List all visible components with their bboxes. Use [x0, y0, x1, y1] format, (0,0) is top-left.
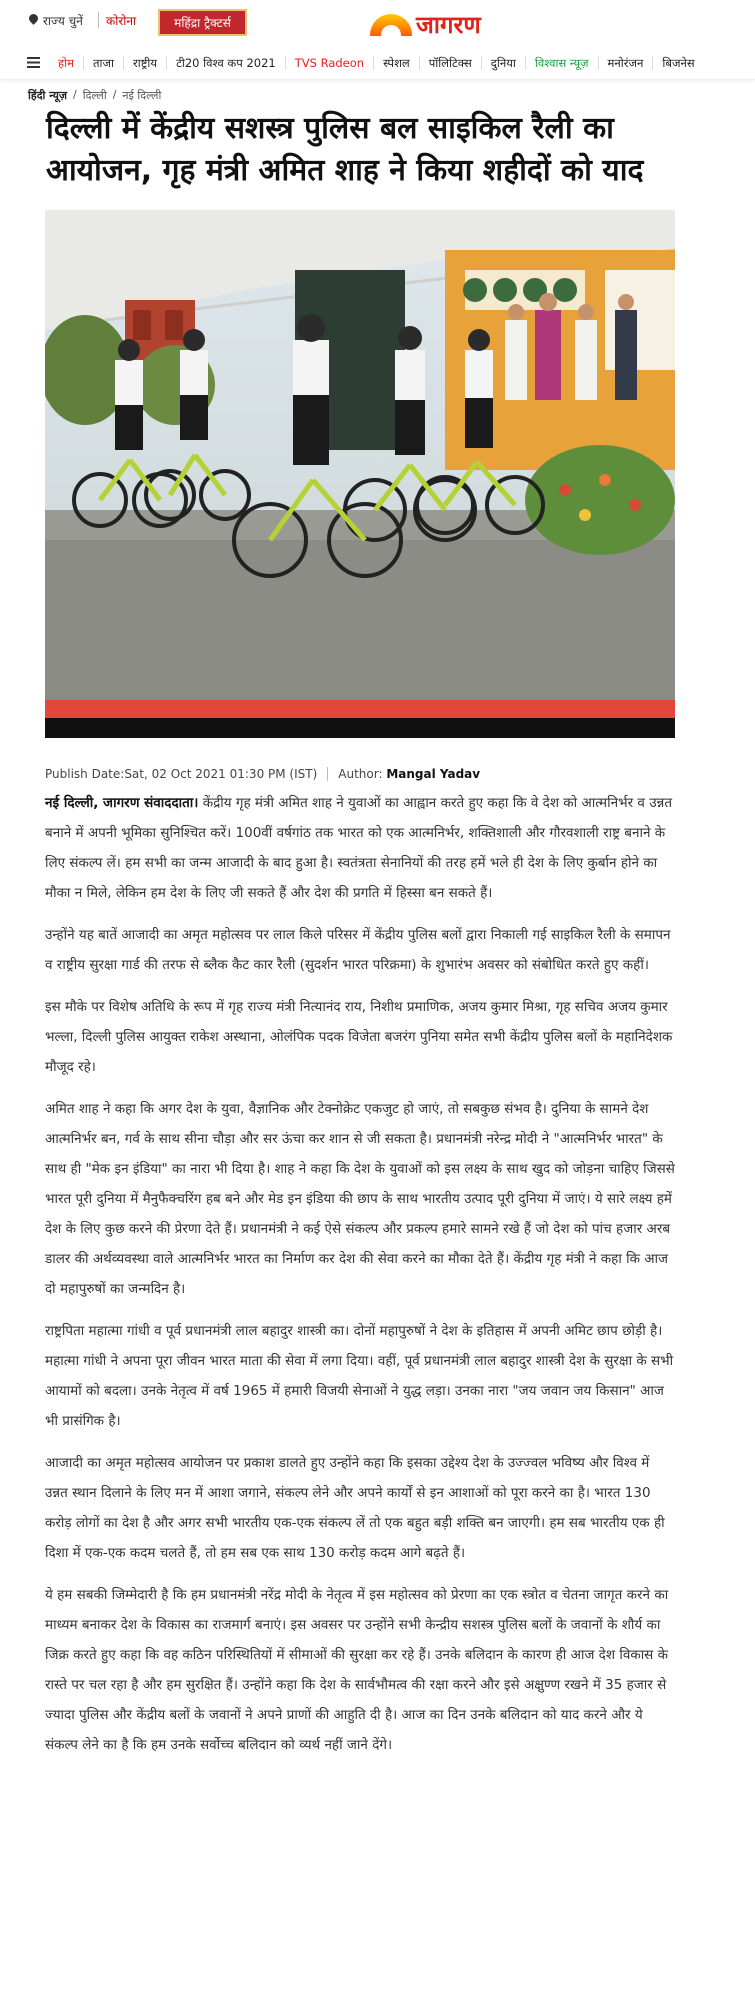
nav-item[interactable]: मनोरंजन [599, 56, 654, 70]
paragraph-text: केंद्रीय गृह मंत्री अमित शाह ने युवाओं का आह्वान करते हुए कहा कि वे देश को आत्मनिर्भर व उन्नत बनाने में अपनी भूमिका सुनिश्चित करें। 100वीं वर्षगांठ तक भारत को एक आत्मनिर्भर, शक्तिशाली और गौरवशाली राष्ट्र बनाने के लिए संकल्प लें। हम सभी का जन्म आजादी के बाद हुआ है। स्वतंत्रता सेनानियों की तरह हमें भले ही देश के लिए कुर्बान होने का मौका न मिले, लेकिन हम देश के लिए जी सकते हैं और देश की प्रगति में हिस्सा बन सकते हैं। [45, 795, 673, 901]
site-logo[interactable] [370, 8, 481, 41]
article-paragraph: आजादी का अमृत महोत्सव आयोजन पर प्रकाश डालते हुए उन्होंने कहा कि इसका उद्देश्य देश के उज्ज्वल भविष्य और विश्व में उन्नत स्थान दिलाने के लिए मन में आशा जगाने, संकल्प लेने और अपने कार्यों से इन आशाओं को पूरा करने का है। भारत 130 करोड़ लोगों का देश है और अगर सभी भारतीय एक-एक संकल्प लें तो एक बहुत बड़ी शक्ति बन जाएगी। हम सब भारतीय एक ही दिशा में एक-एक कदम चलते हैं, तो हम सब एक साथ 130 करोड़ कदम आगे बढ़ते हैं। [45, 1455, 665, 1561]
nav-item[interactable]: टी20 विश्व कप 2021 [167, 56, 286, 70]
main-nav [0, 46, 755, 80]
divider [98, 12, 99, 28]
breadcrumb-separator: / [73, 88, 77, 101]
article-meta [45, 767, 480, 781]
nav-item[interactable]: स्पेशल [374, 56, 420, 70]
nav-item[interactable]: दुनिया [482, 56, 526, 70]
nav-item[interactable]: राष्ट्रीय [124, 56, 167, 70]
breadcrumb-item-new-delhi[interactable]: नई दिल्ली [122, 89, 162, 102]
top-bar [0, 0, 755, 44]
location-label: राज्य चुनें [43, 14, 83, 28]
nav-item[interactable]: ताजा [84, 56, 124, 70]
article-paragraph: अमित शाह ने कहा कि अगर देश के युवा, वैज्ञानिक और टेक्नोक्रेट एकजुट हो जाएं, तो सबकुछ संभव है। दुनिया के सामने देश आत्मनिर्भर बन, गर्व के साथ सीना चौड़ा और सर ऊंचा कर शान से जी सकता है। प्रधानमंत्री नरेन्द्र मोदी ने "आत्मनिर्भर भारत" के साथ ही "मेक इन इंडिया" का नारा भी दिया है। शाह ने कहा कि देश के युवाओं को इस लक्ष्य के साथ खुद को जोड़ना चाहिए जिससे भारत पूरी दुनिया में मैनुफैक्चरिंग हब बने और मेड इन इंडिया की छाप के साथ भारतीय उत्पाद पूरी दुनिया में जाएं। ये सारे लक्ष्य हमें देश के लिए कुछ करने की प्रेरणा देते हैं। प्रधानमंत्री ने कई ऐसे संकल्प और प्रकल्प हमारे सामने रखे हैं जो देश को पांच हजार अरब डालर की अर्थव्यवस्था वाले आत्मनिर्भर भारत का निर्माण कर देश की सेवा करने का मौका देते हैं। केंद्रीय गृह मंत्री ने कहा कि आज दो महापुरुषों का जन्मदिन है। [45, 1101, 675, 1297]
sunrise-logo-icon [370, 14, 412, 36]
breadcrumb-item-delhi[interactable]: दिल्ली [82, 89, 107, 102]
corona-link[interactable]: कोरोना [106, 14, 137, 28]
breadcrumb [28, 88, 161, 103]
breadcrumb-item-home[interactable]: हिंदी न्यूज़ [28, 89, 67, 102]
article-paragraph: उन्होंने यह बातें आजादी का अमृत महोत्सव पर लाल किले परिसर में केंद्रीय पुलिस बलों द्वारा निकाली गई साइकिल रैली के समापन व राष्ट्रीय सुरक्षा गार्ड की तरफ से ब्लैक कैट कार रैली (सुदर्शन भारत परिक्रमा) के शुभारंभ अवसर को संबोधित करते हुए कहीं। [45, 927, 671, 973]
article-paragraph [45, 788, 676, 908]
article-paragraph: ये हम सबकी जिम्मेदारी है कि हम प्रधानमंत्री नरेंद्र मोदी के नेतृत्व में इस महोत्सव को प्रेरणा का एक स्त्रोत व चेतना जागृत करने का माध्यम बनाकर देश के विकास का राजमार्ग बनाएं। इस अवसर पर उन्होंने सभी केन्द्रीय सशस्त्र पुलिस बलों के जवानों के शौर्य का जिक्र करते हुए कहा कि वह कठिन परिस्थितियों में सीमाओं की सुरक्षा कर रहे हैं। उनके बलिदान के कारण ही आज देश विकास के रास्ते पर चल रहा है और हम सुरक्षित हैं। उन्होंने कहा कि देश के सार्वभौमत्व की रक्षा करने और इसे अक्षुण्ण रखने में 35 हजार से ज्यादा पुलिस और केंद्रीय बलों के जवानों ने अपने प्राणों की आहुति दी है। आज का दिन उनके बलिदान को याद करने और ये संकल्प लेने का है कि हम उनके सर्वोच्च बलिदान को व्यर्थ नहीं जाने देंगे। [45, 1587, 669, 1753]
article-paragraph: राष्ट्रपिता महात्मा गांधी व पूर्व प्रधानमंत्री लाल बहादुर शास्त्री का। दोनों महापुरुषों ने देश के इतिहास में अपनी अमिट छाप छोड़ी है। महात्मा गांधी ने अपना पूरा जीवन भारत माता की सेवा में लगा दिया। वहीं, पूर्व प्रधानमंत्री लाल बहादुर शास्त्री देश के सुरक्षा के सभी आयामों को बदला। उनके नेतृत्व में वर्ष 1965 में हमारी विजयी सेनाओं ने युद्ध लड़ा। उनका नारा "जय जवान जय किसान" आज भी प्रासंगिक है। [45, 1323, 674, 1429]
author-name[interactable]: Mangal Yadav [386, 767, 481, 781]
breadcrumb-separator: / [112, 88, 117, 101]
nav-item[interactable]: होम [49, 56, 84, 70]
article-title: दिल्ली में केंद्रीय सशस्त्र पुलिस बल साइकिल रैली का आयोजन, गृह मंत्री अमित शाह ने किया शहीदों को याद [46, 111, 644, 188]
location-selector[interactable] [28, 12, 83, 29]
publish-date: Publish Date:Sat, 02 Oct 2021 01:30 PM (IST) [45, 767, 318, 781]
nav-item[interactable]: पॉलिटिक्स [420, 56, 482, 70]
sponsor-ad-button[interactable]: महिंद्रा ट्रैक्टर्स [158, 9, 247, 36]
logo-text: जागरण [416, 11, 481, 39]
hamburger-menu-icon[interactable] [27, 57, 40, 68]
meta-divider [327, 767, 328, 781]
nav-item[interactable]: विश्वास न्यूज़ [526, 56, 599, 70]
author-prefix: Author: [338, 767, 383, 781]
dateline: नई दिल्ली, जागरण संवाददाता। [45, 795, 199, 811]
article-paragraph: इस मौके पर विशेष अतिथि के रूप में गृह राज्य मंत्री नित्यानंद राय, निशीथ प्रमाणिक, अजय कुमार मिश्रा, गृह सचिव अजय कुमार भल्ला, दिल्ली पुलिस आयुक्त राकेश अस्थाना, ओलंपिक पदक विजेता बजरंग पुनिया समेत सभी केंद्रीय पुलिस बलों के महानिदेशक मौजूद रहे। [45, 999, 673, 1075]
nav-item[interactable]: बिजनेस [662, 55, 695, 70]
article-body [45, 788, 676, 1772]
cycle-rally-photo [45, 210, 675, 738]
article-hero-image [45, 210, 675, 738]
nav-item[interactable]: TVS Radeon [286, 56, 374, 70]
location-pin-icon [28, 14, 39, 27]
